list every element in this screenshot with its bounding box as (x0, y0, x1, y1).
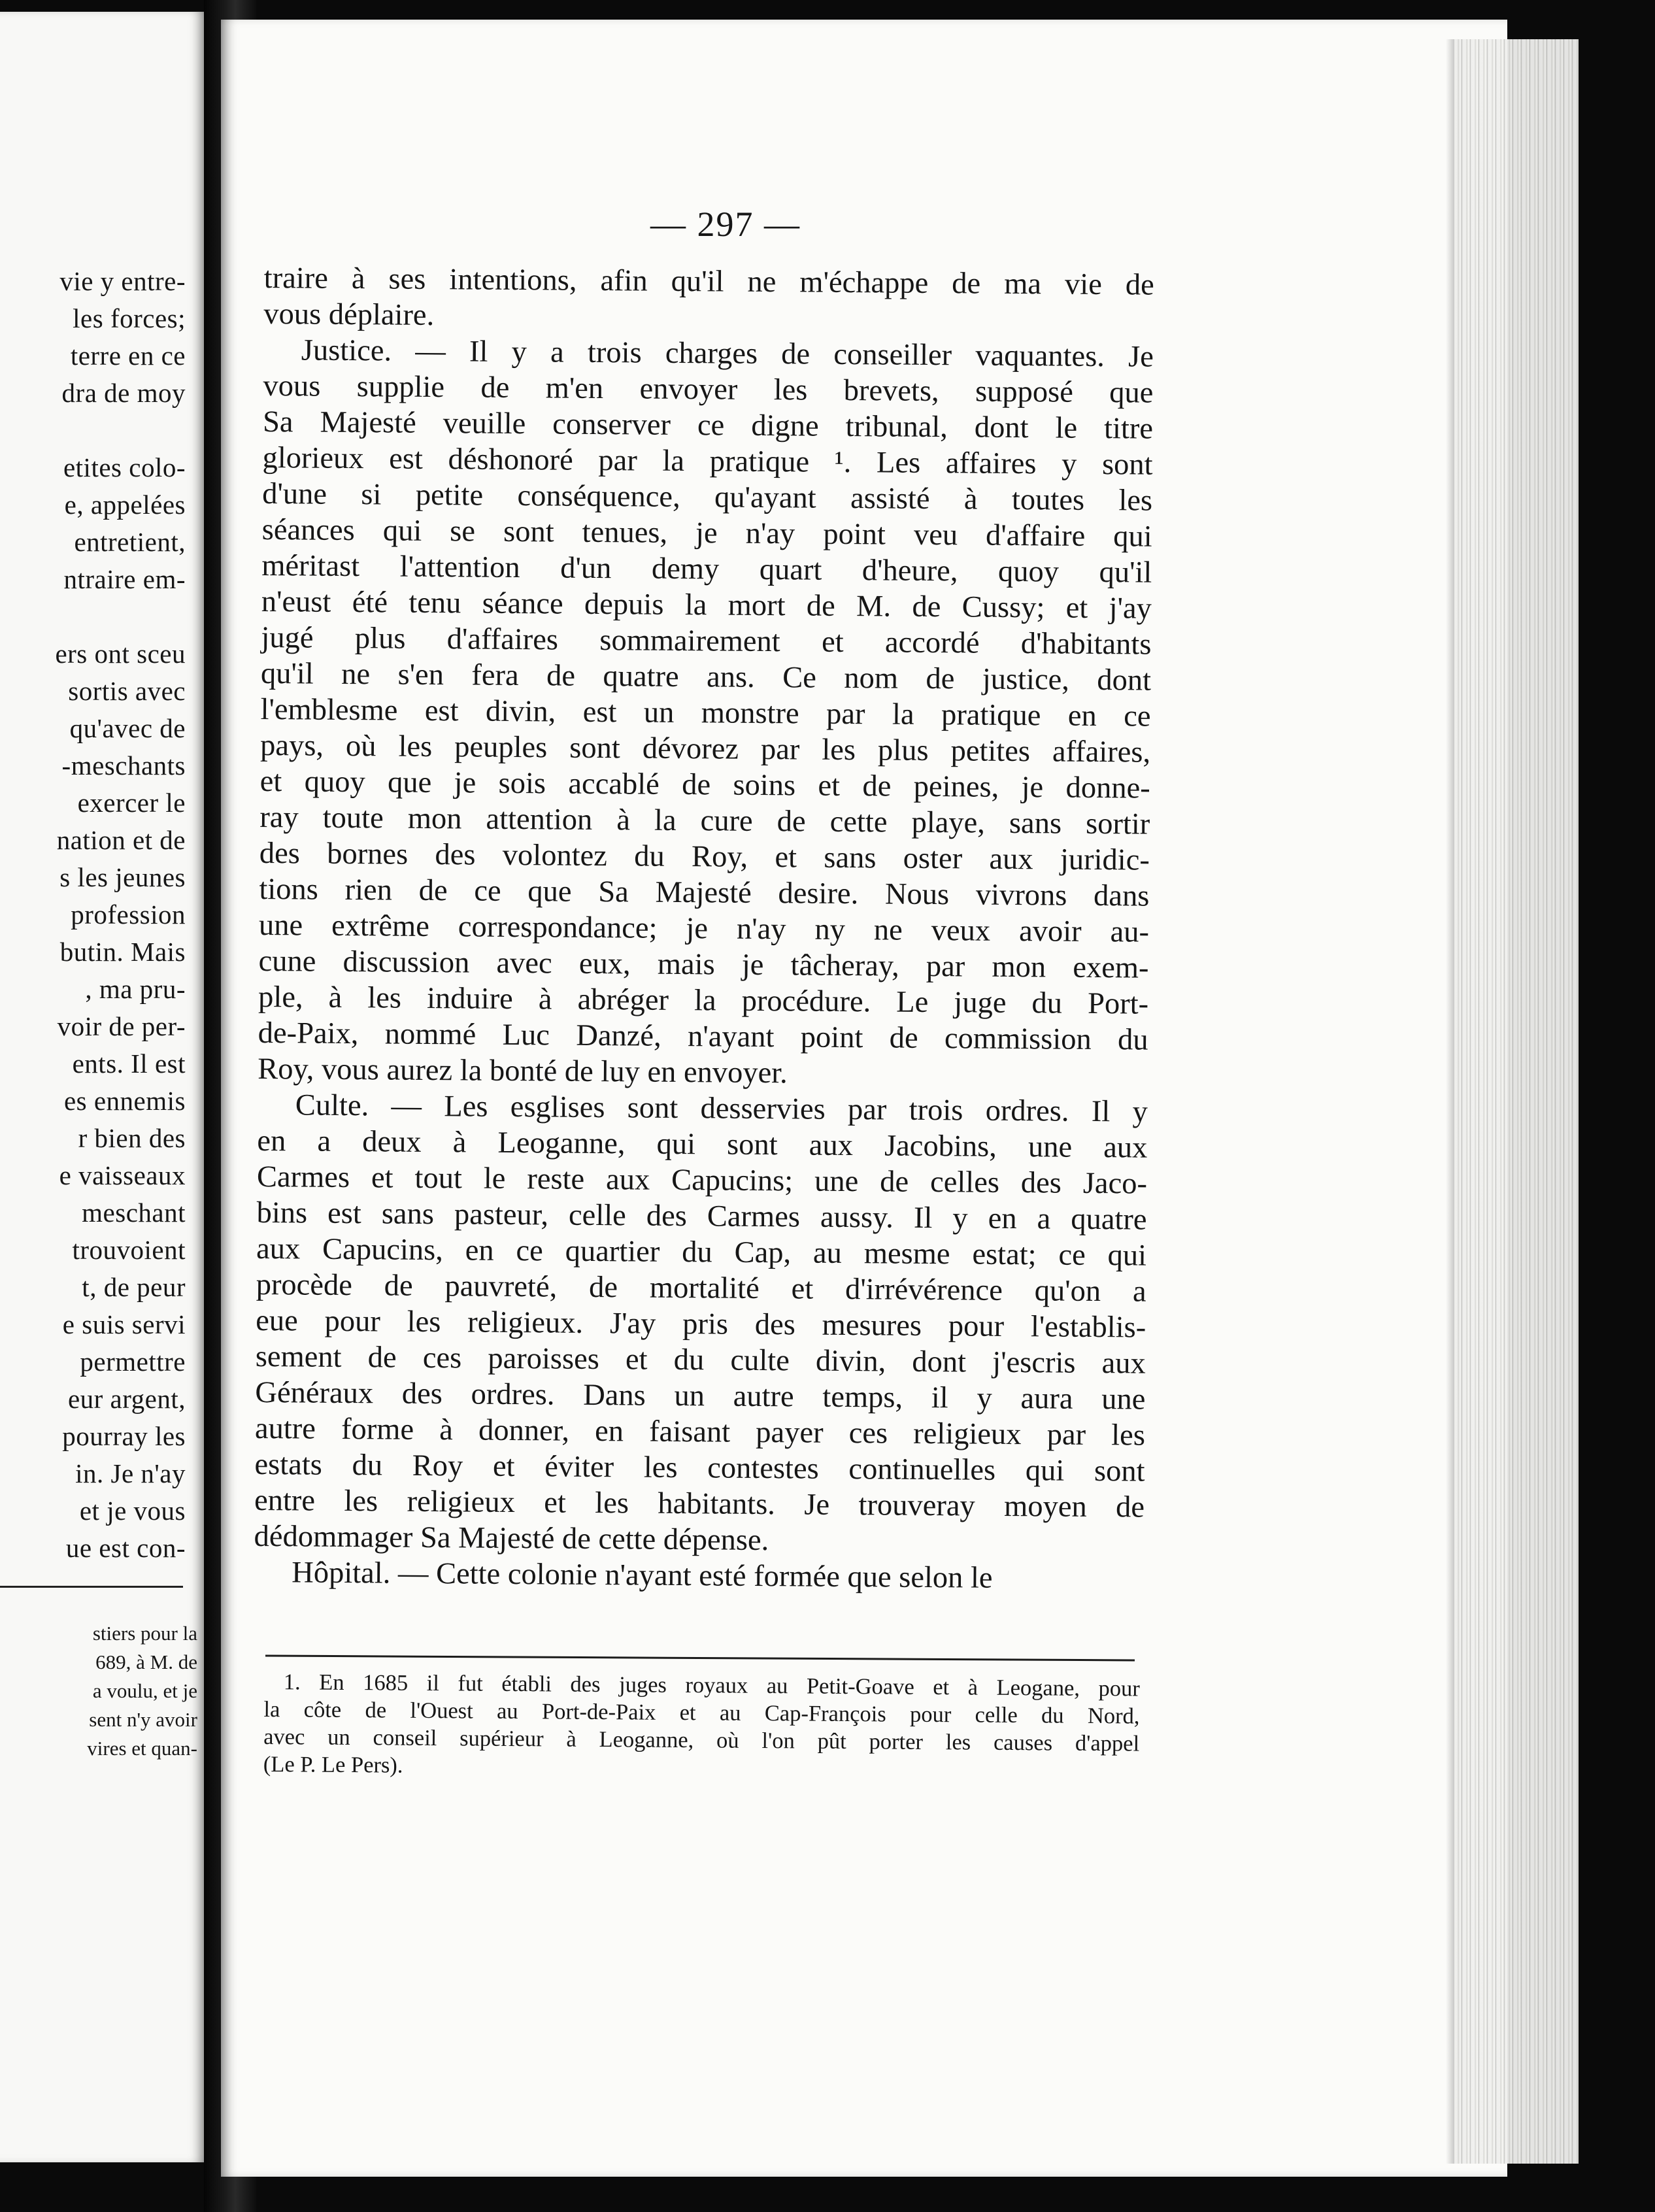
left-facing-page (0, 12, 204, 2162)
body-line-text: Hôpital. — Cette colonie n'ayant esté formée que selon le (292, 1556, 993, 1595)
body-line-text: des bornes des volontez du Roy, et sans oster aux juridic- (259, 836, 1150, 877)
body-line-text: pays, où les peuples sont dévorez par les plus petites affaires, (259, 728, 1151, 769)
body-line-text: jugé plus d'affaires sommairement et accordé d'habitants (261, 620, 1152, 662)
body-line-text: procède de pauvreté, de mortalité et d'irrévérence qu'on a (256, 1267, 1146, 1309)
body-line-text: Carmes et tout le reste aux Capucins; une de celles des Jaco- (256, 1160, 1148, 1201)
left-page-line: eur argent, (67, 1384, 186, 1414)
body-line-text: dédommager Sa Majesté de cette dépense. (254, 1519, 769, 1558)
body-line-text: aux Capucins, en ce quartier du Cap, au mesme estat; ce qui (256, 1232, 1147, 1273)
left-footnote-line: 689, à M. de (95, 1651, 197, 1673)
page-block-edges (1454, 39, 1579, 2164)
left-page-line: e suis servi (62, 1309, 186, 1339)
left-page-line: -meschants (61, 750, 186, 780)
body-line-text: ray toute mon attention à la cure de cette playe, sans sortir (259, 800, 1150, 841)
body-line-text: sement de ces paroisses et du culte divin, dont j'escris aux (255, 1339, 1146, 1381)
body-line-text: bins est sans pasteur, celle des Carmes aussy. Il y en a quatre (256, 1196, 1147, 1237)
left-page-line: pourray les (62, 1421, 186, 1451)
left-page-line: e, appelées (64, 490, 186, 520)
body-line-text: Généraux des ordres. Dans un autre temps, il y aura une (255, 1375, 1146, 1416)
body-line-text: l'emblesme est divin, est un monstre par la pratique en ce (260, 692, 1151, 733)
body-line-text: et quoy que je sois accablé de soins et de peines, je donne- (259, 764, 1150, 805)
page-number: — 297 — (650, 205, 801, 244)
left-page-line: dra de moy (61, 378, 186, 408)
left-page-line: ers ont sceu (55, 639, 186, 669)
body-line-text: cune discussion avec eux, mais je tâcheray, par mon exem- (258, 944, 1149, 985)
body-line-text: Sa Majesté veuille conserver ce digne tribunal, dont le titre (262, 405, 1154, 446)
body-line-text: une extrême correspondance; je n'ay ny ne veux avoir au- (258, 908, 1150, 949)
body-line-text: autre forme à donner, en faisant payer ces religieux par les (254, 1411, 1146, 1452)
body-text (254, 260, 1154, 1598)
left-page-line: entretient, (74, 527, 186, 557)
left-page-line: exercer le (77, 788, 186, 818)
left-page-line: qu'avec de (69, 713, 186, 743)
left-page-line: t, de peur (82, 1272, 186, 1302)
footnote-line: 1. En 1685 il fut établi des juges royaux au Petit-Goave et à Leogane, pour (283, 1669, 1140, 1701)
body-line-text: traire à ses intentions, afin qu'il ne m'échappe de ma vie de (263, 261, 1154, 302)
left-page-line: etites colo- (63, 452, 186, 482)
left-page-line: sortis avec (68, 676, 186, 706)
scan-background (1579, 0, 1655, 2212)
left-page-line: butin. Mais (59, 937, 186, 967)
body-line-text: entre les religieux et les habitants. Je trouveray moyen de (254, 1483, 1145, 1524)
body-line-text: Justice. — Il y a trois charges de conseiller vaquantes. Je (301, 333, 1154, 374)
left-page-line: r bien des (78, 1123, 186, 1153)
left-page-line: permettre (80, 1347, 186, 1377)
footnote (263, 1668, 1140, 1785)
left-page-line: in. Je n'ay (75, 1458, 186, 1488)
left-page-line: vie y entre- (59, 266, 186, 296)
body-line-text: estats du Roy et éviter les contestes continuelles qui sont (254, 1447, 1145, 1488)
body-line-text: tions rien de ce que Sa Majesté desire. Nous vivrons dans (259, 872, 1150, 913)
left-page-line: terre en ce (70, 341, 186, 371)
body-line-text: Roy, vous aurez la bonté de luy en envoyer. (258, 1052, 788, 1090)
left-page-line: et je vous (79, 1496, 186, 1526)
left-page-line: e vaisseaux (59, 1160, 186, 1190)
left-page-line: profession (71, 899, 186, 930)
body-line-text: séances qui se sont tenues, je n'ay point veu d'affaire qui (261, 512, 1152, 554)
left-page-line: meschant (82, 1198, 186, 1228)
body-line-text: glorieux est déshonoré par la pratique ¹. Les affaires y sont (262, 441, 1153, 482)
left-footnote-line: stiers pour la (92, 1622, 197, 1645)
footnote-line: (Le P. Le Pers). (263, 1751, 403, 1778)
left-page-line: ents. Il est (72, 1048, 186, 1079)
body-line-text: vous déplaire. (263, 297, 435, 333)
left-page-line: nation et de (56, 825, 186, 855)
left-page-line: s les jeunes (59, 862, 186, 892)
left-page-line: les forces; (73, 303, 186, 333)
body-line-text: Culte. — Les esglises sont desservies par trois ordres. Il y (295, 1088, 1148, 1129)
left-footnote-line: sent n'y avoir (89, 1708, 197, 1731)
body-line-text: n'eust été tenu séance depuis la mort de M. de Cussy; et j'ay (261, 584, 1152, 626)
body-line-text: ple, à les induire à abréger la procédure. Le juge du Port- (258, 980, 1149, 1021)
footnote-line: la côte de l'Ouest au Port-de-Paix et au Cap-François pour celle du Nord, (263, 1696, 1140, 1729)
left-footnote-line: a voulu, et je (92, 1679, 197, 1702)
left-page-line: trouvoient (72, 1235, 186, 1265)
left-page-line: , ma pru- (85, 974, 186, 1004)
body-line-text: eue pour les religieux. J'ay pris des mesures pour l'establis- (256, 1303, 1146, 1345)
body-line-text: en a deux à Leoganne, qui sont aux Jacobins, une aux (257, 1124, 1148, 1165)
left-page-line: ntraire em- (63, 564, 186, 594)
body-line (254, 1554, 1144, 1598)
left-page-line: voir de per- (57, 1011, 186, 1041)
left-footnote-rule (0, 1586, 183, 1588)
body-line-text: d'une si petite conséquence, qu'ayant assisté à toutes les (261, 477, 1153, 518)
body-line-text: qu'il ne s'en fera de quatre ans. Ce nom de justice, dont (260, 656, 1152, 697)
body-line-text: méritast l'attention d'un demy quart d'heure, quoy qu'il (261, 548, 1152, 590)
body-line-text: de-Paix, nommé Luc Danzé, n'ayant point de commission du (258, 1016, 1148, 1057)
left-footnote-line: vires et quan- (87, 1737, 197, 1760)
left-page-line: es ennemis (63, 1086, 186, 1116)
footnote-line: avec un conseil supérieur à Leoganne, où l'on pût porter les causes d'appel (263, 1724, 1140, 1756)
body-line-text: vous supplie de m'en envoyer les brevets, supposé que (263, 369, 1154, 410)
left-page-line: ue est con- (65, 1533, 186, 1563)
